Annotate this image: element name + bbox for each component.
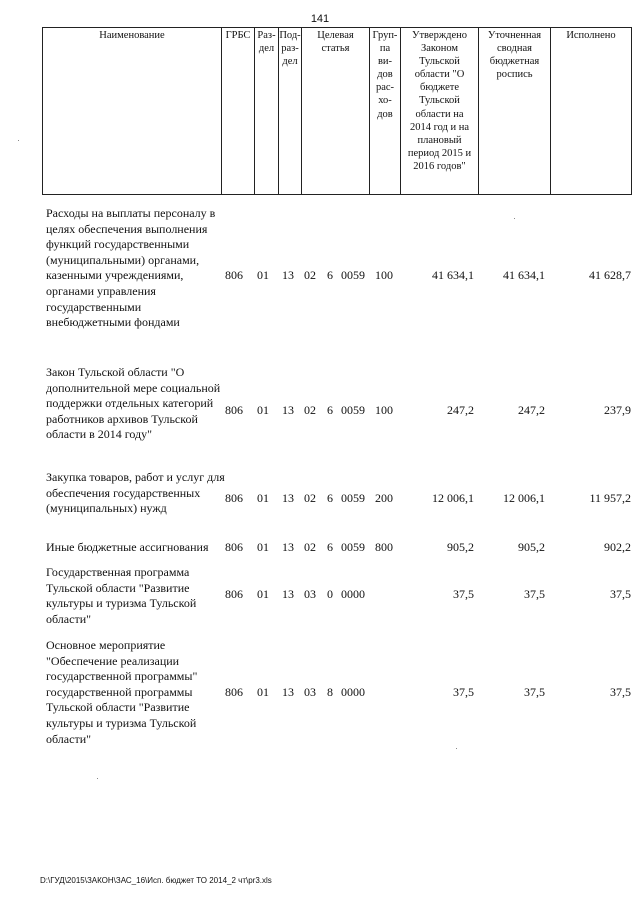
row-executed: 37,5 [610,685,631,699]
row-approved: 41 634,1 [432,268,474,282]
row-grbs: 806 [225,540,243,554]
page-number: 141 [310,13,330,25]
row-cs-program: 02 [304,540,316,554]
row-cs-program: 03 [304,587,316,601]
header-expense-group: Груп- па ви- дов рас- хо- дов [369,28,400,194]
row-cs-subprogram: 6 [327,403,333,417]
row-refined: 41 634,1 [503,268,545,282]
row-razdel: 01 [257,491,269,505]
header-executed: Исполнено [550,28,631,194]
row-approved: 12 006,1 [432,491,474,505]
row-name: Расходы на выплаты персоналу в целях обеспечения выполнения функций государственными (муниципальными) органами, казенными учреждениями, органами управления государственными внебюджетными фондами [46,206,216,330]
header-podrazdel: Под- раз- дел [278,28,301,194]
row-cs-direction: 0000 [341,685,365,699]
row-executed: 41 628,7 [589,268,631,282]
header-target-article: Целевая статья [301,28,369,194]
row-cs-subprogram: 8 [327,685,333,699]
row-approved: 905,2 [447,540,474,554]
table-row [42,470,632,532]
row-executed: 11 957,2 [589,491,631,505]
row-grbs: 806 [225,587,243,601]
scan-speck [18,140,19,141]
row-grbs: 806 [225,491,243,505]
row-approved: 37,5 [453,685,474,699]
row-cs-subprogram: 6 [327,540,333,554]
row-podrazdel: 13 [282,491,294,505]
row-refined: 12 006,1 [503,491,545,505]
row-approved: 247,2 [447,403,474,417]
row-name: Закупка товаров, работ и услуг для обеспечения государственных (муниципальных) нужд [46,470,225,516]
row-refined: 905,2 [518,540,545,554]
row-cs-direction: 0059 [341,540,365,554]
row-cs-subprogram: 6 [327,491,333,505]
row-approved: 37,5 [453,587,474,601]
row-razdel: 01 [257,268,269,282]
row-cs-direction: 0059 [341,491,365,505]
row-cs-direction: 0000 [341,587,365,601]
row-razdel: 01 [257,685,269,699]
row-razdel: 01 [257,403,269,417]
row-podrazdel: 13 [282,685,294,699]
row-name: Государственная программа Тульской области "Развитие культуры и туризма Тульской области" [46,565,197,626]
row-cs-direction: 0059 [341,403,365,417]
table-row [42,365,632,460]
file-path-footer: D:\ГУД\2015\ЗАКОН\ЗАС_16\Исп. бюджет ТО 2014_2 чт\pr3.xls [40,876,272,885]
scan-speck [514,218,515,219]
row-cs-program: 02 [304,403,316,417]
row-cs-program: 02 [304,268,316,282]
row-refined: 37,5 [524,587,545,601]
row-podrazdel: 13 [282,587,294,601]
row-cs-program: 02 [304,491,316,505]
row-executed: 37,5 [610,587,631,601]
row-grbs: 806 [225,268,243,282]
table-row [42,540,632,558]
row-expense-type: 100 [375,268,393,282]
row-cs-program: 03 [304,685,316,699]
header-name: Наименование [99,30,165,41]
header-refined: Уточненная сводная бюджетная роспись [478,28,550,194]
table-row [42,206,632,346]
table-header [42,27,632,195]
row-podrazdel: 13 [282,403,294,417]
scan-speck [97,778,98,779]
header-grbs: ГРБС [221,28,254,194]
row-cs-subprogram: 0 [327,587,333,601]
header-approved: Утверждено Законом Тульской области "О бюджете Тульской области на 2014 год и на плановый период 2015 и 2016 годов" [400,28,478,194]
row-podrazdel: 13 [282,268,294,282]
row-name: Закон Тульской области "О дополнительной мере социальной поддержки отдельных категорий работников архивов Тульской области в 2014 году" [46,365,221,442]
row-refined: 37,5 [524,685,545,699]
row-cs-subprogram: 6 [327,268,333,282]
row-expense-type: 200 [375,491,393,505]
header-razdel: Раз- дел [254,28,278,194]
row-razdel: 01 [257,540,269,554]
row-cs-direction: 0059 [341,268,365,282]
row-refined: 247,2 [518,403,545,417]
row-grbs: 806 [225,403,243,417]
row-executed: 902,2 [604,540,631,554]
row-podrazdel: 13 [282,540,294,554]
row-expense-type: 100 [375,403,393,417]
row-razdel: 01 [257,587,269,601]
row-name: Основное мероприятие "Обеспечение реализации государственной программы" государственной программы Тульской области "Развитие культуры и туризма Тульской области" [46,638,198,746]
scan-speck [456,748,457,749]
row-expense-type: 800 [375,540,393,554]
table-row [42,638,632,750]
table-row [42,565,632,629]
row-name: Иные бюджетные ассигнования [46,540,209,554]
row-grbs: 806 [225,685,243,699]
row-executed: 237,9 [604,403,631,417]
